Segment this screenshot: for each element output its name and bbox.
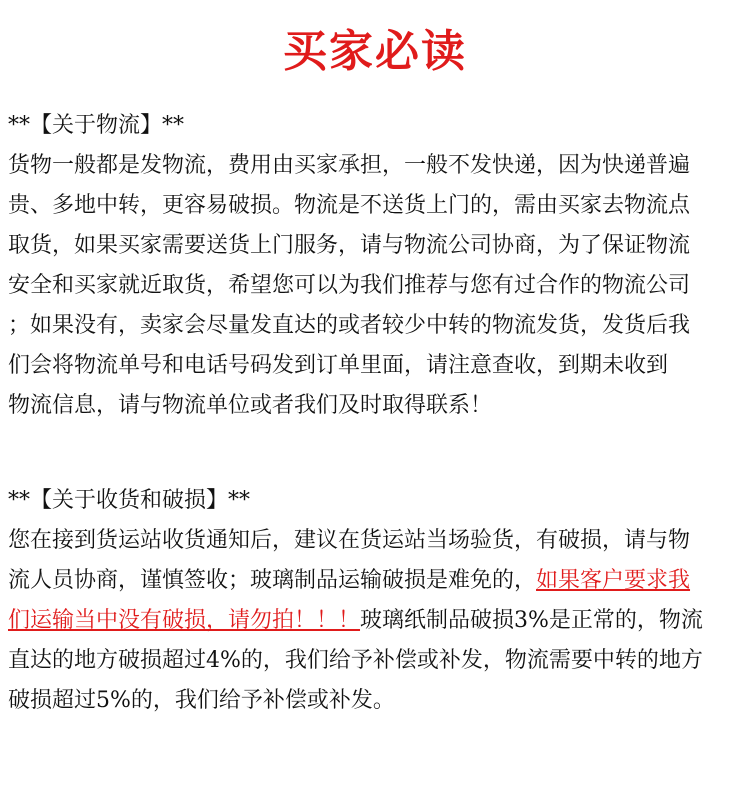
damage-line-text: 玻璃纸制品破损3%是正常的，物流 bbox=[360, 608, 703, 633]
logistics-line: 们会将物流单号和电话号码发到订单里面，请注意查收，到期未收到 bbox=[8, 353, 669, 378]
logistics-line: ；如果没有，卖家会尽量发直达的或者较少中转的物流发货，发货后我 bbox=[8, 313, 691, 338]
damage-line bbox=[8, 561, 748, 601]
logistics-line: 安全和买家就近取货，希望您可以为我们推荐与您有过合作的物流公司 bbox=[8, 273, 691, 298]
warning-text: 如果客户要求我 bbox=[536, 568, 691, 593]
logistics-section bbox=[8, 106, 748, 426]
damage-line: 直达的地方破损超过4%的，我们给予补偿或补发，物流需要中转的地方 bbox=[8, 648, 703, 673]
damage-section bbox=[8, 481, 748, 721]
logistics-heading: **【关于物流】** bbox=[8, 113, 185, 138]
damage-line-text: 流人员协商，谨慎签收；玻璃制品运输破损是难免的， bbox=[8, 568, 537, 593]
logistics-line: 货物一般都是发物流，费用由买家承担，一般不发快递，因为快递普遍 bbox=[8, 153, 691, 178]
warning-text: 们运输当中没有破损，请勿拍！！！ bbox=[8, 608, 361, 633]
logistics-line: 物流信息，请与物流单位或者我们及时取得联系！ bbox=[8, 393, 493, 418]
damage-line: 您在接到货运站收货通知后，建议在货运站当场验货，有破损，请与物 bbox=[8, 528, 691, 553]
damage-line: 破损超过5%的，我们给予补偿或补发。 bbox=[8, 688, 395, 713]
damage-line bbox=[8, 601, 748, 641]
damage-heading: **【关于收货和破损】** bbox=[8, 488, 251, 513]
logistics-line: 贵、多地中转，更容易破损。物流是不送货上门的，需由买家去物流点 bbox=[8, 193, 691, 218]
page-title: 买家必读 bbox=[283, 26, 467, 77]
logistics-line: 取货，如果买家需要送货上门服务，请与物流公司协商，为了保证物流 bbox=[8, 233, 691, 258]
